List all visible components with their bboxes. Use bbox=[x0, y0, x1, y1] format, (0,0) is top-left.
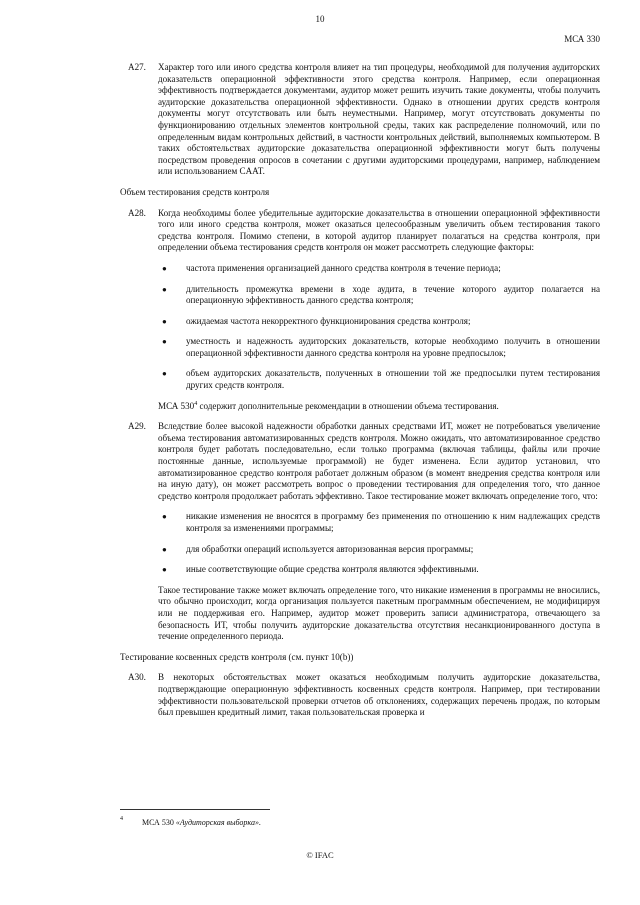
bullet-icon: ● bbox=[162, 337, 167, 347]
list-item: ● ожидаемая частота некорректного функционирования средства контроля; bbox=[162, 315, 471, 326]
bullet-icon: ● bbox=[162, 369, 167, 379]
page-content bbox=[120, 62, 600, 728]
paragraph-a27 bbox=[120, 62, 600, 178]
paragraph-number: A27. bbox=[128, 62, 146, 72]
paragraph-text: Вследствие более высокой надежности обработки данных средствами ИТ, может не потребоваться увеличение объема тестирования автоматизированных средств контроля. Можно ожидать, что автоматизированное средство контроля будет работать последовательно, если только программа (включая таблицы, файлы или прочие постоянные данные, используемые программой) не будет изменена. Если аудитор установил, что автоматизированное средство контроля работает должным образом (в момент внедрения средства контроля или на иную дату), он может рассмотреть вопрос о проведении тестирования для определения того, что данное средство контроля продолжает работать эффективно. Такое тестирование может включать определение того, что: bbox=[158, 421, 600, 501]
list-item: ● длительность промежутка времени в ходе аудита, в течение которого аудитор полагается на операционную эффективность данного средства контроля; bbox=[162, 283, 600, 306]
page-number: 10 bbox=[315, 14, 325, 24]
paragraph-text: В некоторых обстоятельствах может оказаться необходимым получить аудиторские доказательства, подтверждающие операционную эффективность косвенных средств контроля. Например, при тестировании эффективности пользовательской проверки отчетов об отклонениях, содержащих перечень продаж, по которым был превышен кредитный лимит, такая пользовательская проверка и bbox=[158, 672, 600, 718]
paragraph-text: Характер того или иного средства контроля влияет на тип процедуры, необходимой для получения аудиторских доказательств операционной эффективности этого средства контроля. Например, если операционная эффективность подтверждается документами, аудитор может решить изучить такие документы, чтобы получить аудиторские доказательства операционной эффективности. Однако в отношении других средств контроля документы могут отсутствовать или быть неуместными. Например, могут отсутствовать документы по функционированию отдельных элементов контрольной среды, таких как распределение полномочий, или по определенным видам контрольных действий, в частности контрольных действий, выполняемых компьютером. В таких обстоятельствах аудиторские доказательства операционной эффективности могут быть получены посредством проведения опросов в сочетании с другими аудиторскими процедурами, например, наблюдением или использованием CAAT. bbox=[158, 62, 600, 177]
bullet-icon: ● bbox=[162, 544, 167, 554]
list-item: ● для обработки операций используется авторизованная версия программы; bbox=[162, 543, 474, 554]
paragraph-a28 bbox=[120, 208, 600, 254]
section-heading-indirect: Тестирование косвенных средств контроля (см. пункт 10(b)) bbox=[120, 651, 354, 662]
paragraph-a30 bbox=[120, 672, 600, 718]
paragraph-number: A30. bbox=[128, 672, 146, 683]
list-item: ● объем аудиторских доказательств, полученных в отношении той же предпосылки путем тестирования других средств контроля. bbox=[162, 368, 600, 391]
bullet-icon: ● bbox=[162, 316, 167, 326]
copyright: © IFAC bbox=[306, 850, 334, 860]
bullet-list-a29 bbox=[120, 511, 600, 575]
bullet-list-a28 bbox=[120, 263, 600, 392]
paragraph-number: A28. bbox=[128, 207, 146, 218]
list-item: ● иные соответствующие общие средства контроля являются эффективными. bbox=[162, 564, 479, 575]
standard-code: МСА 330 bbox=[564, 34, 600, 44]
note-a28: МСА $530^4$ содержит дополнительные рекомендации в отношении объема тестирования. bbox=[158, 400, 499, 411]
paragraph-text: Когда необходимы более убедительные аудиторские доказательства в отношении операционной эффективности того или иного средства контроля, может оказаться целесообразным увеличить объем тестирования такого средства контроля. Помимо степени, в которой аудитор планирует полагаться на средства контроля, при определении объема тестирования средств контроля он может рассмотреть следующие факторы: bbox=[158, 207, 600, 253]
bullet-icon: ● bbox=[162, 284, 167, 294]
footnote-mark: 4 bbox=[120, 816, 123, 822]
paragraph-a29 bbox=[120, 421, 600, 502]
paragraph-number: A29. bbox=[128, 421, 146, 432]
list-item: ● никакие изменения не вносятся в программу без применения по отношению к ним надлежащих средств контроля за изменениями программы; bbox=[162, 511, 600, 533]
footnote-text: МСА 530 «Аудиторская выборка». bbox=[142, 818, 261, 827]
section-heading-volume: Объем тестирования средств контроля bbox=[120, 186, 270, 197]
footnote-divider bbox=[120, 809, 270, 810]
bullet-icon: ● bbox=[162, 565, 167, 575]
bullet-icon: ● bbox=[162, 263, 167, 273]
bullet-icon: ● bbox=[162, 512, 167, 522]
list-item: ● частота применения организацией данного средства контроля в течение периода; bbox=[162, 262, 501, 273]
list-item: ● уместность и надежность аудиторских доказательств, которые необходимо получить в отношении операционной эффективности данного средства контроля на уровне предпосылок; bbox=[162, 336, 600, 358]
footnote-reference[interactable]: 4 bbox=[194, 400, 198, 407]
note-a29: Такое тестирование также может включать определение того, что никакие изменения в программы не вносились, что обычно происходит, когда организация пользуется пакетным программным обеспечением, не модифицируя или не поддерживая его. Например, аудитор может проверить записи администратора, отвечающего за безопасность ИТ, чтобы получить аудиторские доказательства отсутствия несанкционированного доступа в течение определенного периода. bbox=[158, 584, 600, 642]
